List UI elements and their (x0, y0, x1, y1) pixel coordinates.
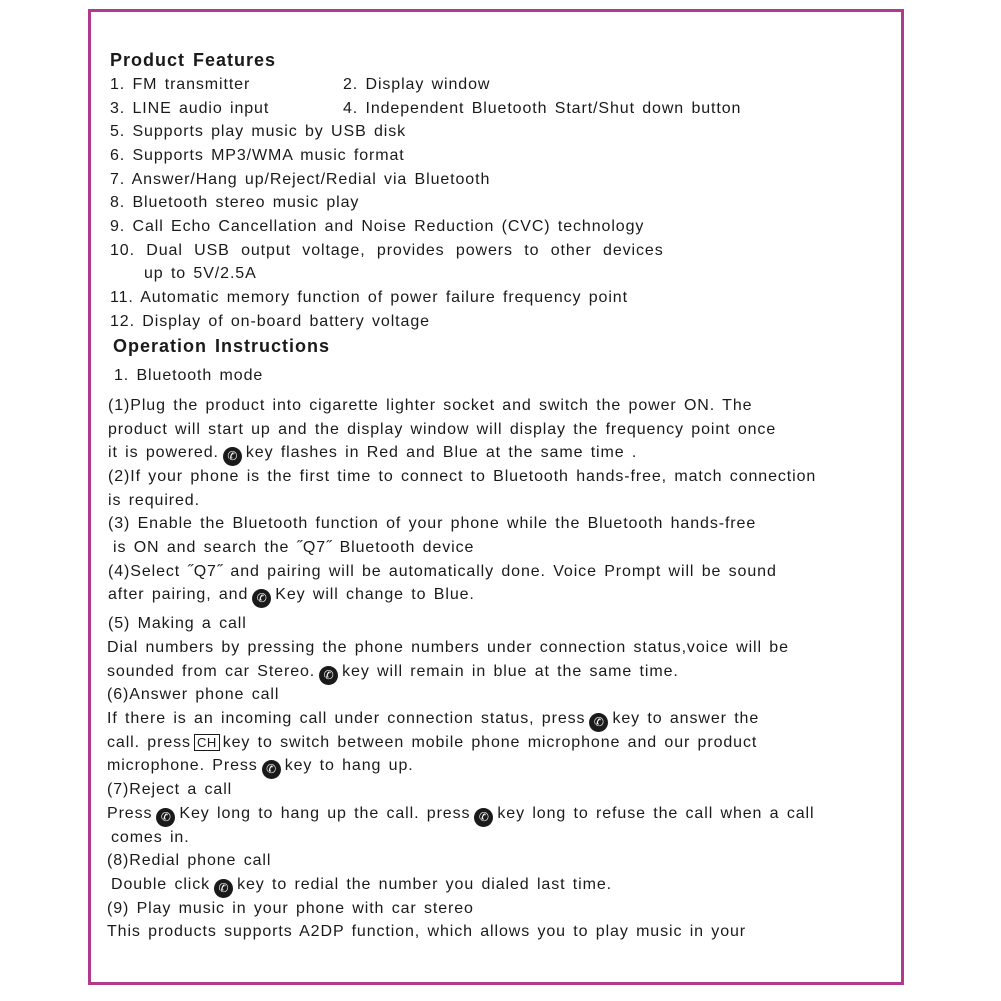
paragraph-line: This products supports A2DP function, which allows you to play music in your (107, 923, 747, 940)
text-span: Double click (111, 876, 211, 893)
text-span: Key long to hang up the call. press (179, 805, 471, 822)
text-span: call. press (107, 734, 191, 751)
mode-heading: 1. Bluetooth mode (114, 367, 264, 384)
paragraph-line (108, 443, 637, 466)
text-span: key long to refuse the call when a call (497, 805, 815, 822)
text-span: after pairing, and (108, 586, 249, 603)
paragraph-line (107, 756, 414, 779)
feature-item: 9. Call Echo Cancellation and Noise Reduction (CVC) technology (110, 218, 645, 235)
phone-key-icon: ✆ (589, 713, 608, 732)
paragraph-line: comes in. (111, 829, 190, 846)
paragraph-line (107, 804, 814, 827)
paragraph-line (107, 662, 679, 685)
paragraph-line: Dial numbers by pressing the phone numbers under connection status,voice will be (107, 639, 789, 656)
text-span: Key will change to Blue. (275, 586, 475, 603)
text-span: Press (107, 805, 153, 822)
phone-key-icon: ✆ (223, 447, 242, 466)
paragraph-line: (1)Plug the product into cigarette lighter socket and switch the power ON. The (108, 397, 753, 414)
paragraph-line (108, 585, 475, 608)
phone-key-icon: ✆ (214, 879, 233, 898)
paragraph-line: is required. (108, 492, 200, 509)
feature-item: 11. Automatic memory function of power failure frequency point (110, 289, 628, 306)
section-heading: (8)Redial phone call (107, 852, 272, 869)
feature-item: 10. Dual USB output voltage, provides powers to other devices (110, 242, 664, 259)
section-heading: (9) Play music in your phone with car stereo (107, 900, 474, 917)
features-title: Product Features (110, 50, 277, 70)
text-span: sounded from car Stereo. (107, 663, 316, 680)
feature-item: 2. Display window (343, 76, 491, 93)
feature-item: 1. FM transmitter (110, 76, 251, 93)
phone-key-icon: ✆ (156, 808, 175, 827)
ch-key-icon: CH (194, 734, 220, 751)
text-span: key will remain in blue at the same time. (342, 663, 679, 680)
paragraph-line (107, 709, 759, 732)
text-span: microphone. Press (107, 757, 258, 774)
text-span: key flashes in Red and Blue at the same time . (245, 444, 638, 461)
text-span: key to switch between mobile phone microphone and our product (222, 734, 758, 751)
feature-item: 12. Display of on-board battery voltage (110, 313, 430, 330)
feature-item: 3. LINE audio input (110, 100, 270, 117)
section-heading: (6)Answer phone call (107, 686, 280, 703)
text-span: it is powered. (108, 444, 219, 461)
phone-key-icon: ✆ (319, 666, 338, 685)
section-heading: (7)Reject a call (107, 781, 233, 798)
phone-key-icon: ✆ (252, 589, 271, 608)
feature-item: 5. Supports play music by USB disk (110, 123, 407, 140)
paragraph-line: (4)Select ˝Q7˝ and pairing will be automatically done. Voice Prompt will be sound (108, 563, 777, 580)
paragraph-line (111, 875, 612, 898)
paragraph-line: product will start up and the display window will display the frequency point once (108, 421, 777, 438)
feature-item: 8. Bluetooth stereo music play (110, 194, 360, 211)
paragraph-line: (2)If your phone is the first time to connect to Bluetooth hands-free, match connection (108, 468, 817, 485)
feature-item: 7. Answer/Hang up/Reject/Redial via Bluetooth (110, 171, 491, 188)
operation-title: Operation Instructions (113, 336, 331, 356)
paragraph-line: is ON and search the ˝Q7˝ Bluetooth device (113, 539, 475, 556)
feature-item: 6. Supports MP3/WMA music format (110, 147, 405, 164)
text-span: key to answer the (612, 710, 760, 727)
text-span: key to redial the number you dialed last time. (237, 876, 612, 893)
section-heading: (5) Making a call (108, 615, 247, 632)
paragraph-line (107, 733, 757, 753)
feature-item: up to 5V/2.5A (144, 265, 257, 282)
paragraph-line: (3) Enable the Bluetooth function of your phone while the Bluetooth hands-free (108, 515, 757, 532)
text-span: If there is an incoming call under connection status, press (107, 710, 586, 727)
text-span: key to hang up. (284, 757, 414, 774)
feature-item: 4. Independent Bluetooth Start/Shut down button (343, 100, 742, 117)
phone-key-icon: ✆ (262, 760, 281, 779)
phone-key-icon: ✆ (474, 808, 493, 827)
